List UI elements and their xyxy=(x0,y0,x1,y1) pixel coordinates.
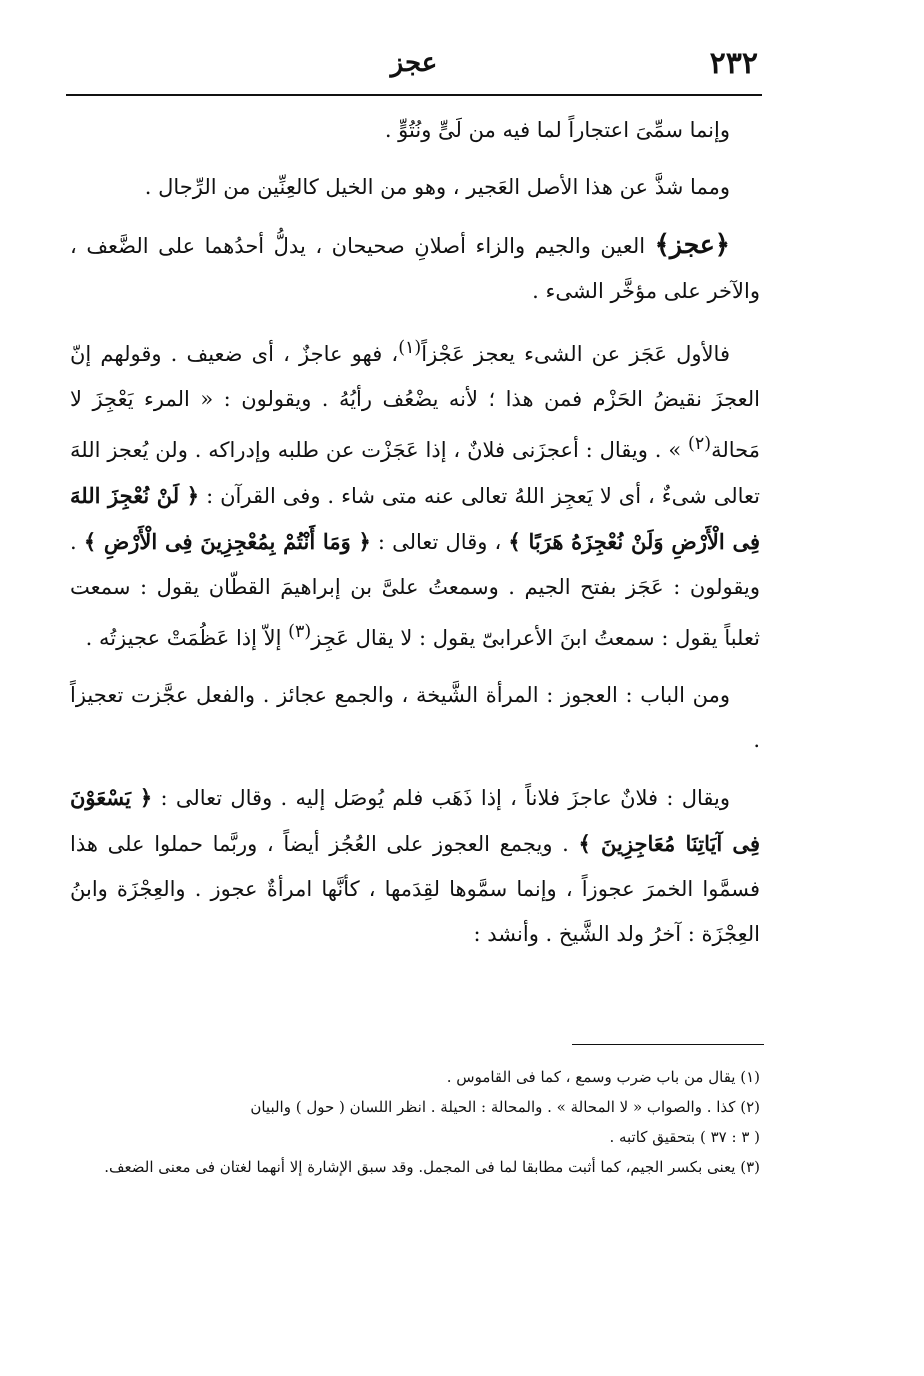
paragraph-text: إلاّ إذا عَظُمَتْ عجيزتُه . xyxy=(85,626,282,650)
paragraph-text: ، وقال تعالى : xyxy=(377,530,502,554)
page-number: ٢٣٢ xyxy=(709,46,758,81)
paragraph-text: . ويجمع العجوز على العُجُز أيضاً ، وربَّما حملوا على هذا فسمَّوا الخمرَ عجوزاً ، وإنما سمَّوها لقِدَمها ، كأنَّها امرأةٌ عجوز . والعِجْزَة وابنُ العِجْزَة : آخرُ ولد الشَّيخ . وأنشد : xyxy=(70,832,760,946)
footnote: (٢) كذا . والصواب « لا المحالة » . والمحالة : الحيلة . انظر اللسان ( حول ) والبيان xyxy=(250,1098,760,1116)
entry-definition: العين والجيم والزاء أصلانِ صحيحان ، يدلُّ أحدُهما على الضَّعف ، والآخر على مؤخَّر الشىء . xyxy=(70,234,760,303)
footnote-divider xyxy=(572,1044,764,1045)
paragraph xyxy=(70,673,760,763)
quran-verse: ﴿ وَمَا أَنْتُمْ بِمُعْجِزِينَ فِى الْأَرْضِ ﴾ xyxy=(83,529,371,554)
headword-open-bracket: ﴿ xyxy=(714,230,730,260)
paragraph xyxy=(70,775,760,957)
paragraph-text: ويقال : فلانٌ عاجزَ فلاناً ، إذا ذَهَب فلم يُوصَل إليه . وقال تعالى : xyxy=(160,786,730,810)
footnote: (٣) يعنى بكسر الجيم، كما أثبت مطابقا لما فى المجمل. وقد سبق الإشارة إلا أنهما لغتان فى معنى الضعف. xyxy=(104,1158,760,1176)
headword-close-bracket: ﴾ xyxy=(654,230,670,260)
paragraph-text: ومن الباب : العجوز : المرأة الشَّيخة ، والجمع عجائز . والفعل عجَّزت تعجيزاً . xyxy=(70,683,760,752)
paragraph-text: وإنما سمِّىَ اعتجاراً لما فيه من لَىٍّ ونُتُوٍّ . xyxy=(384,118,730,142)
quran-verse: ﴿ يَسْعَوْنَ فِى آيَاتِنَا مُعَاجِزِينَ ﴾ xyxy=(70,785,760,856)
footnote: (١) يقال من باب ضرب وسمع ، كما فى القاموس . xyxy=(446,1068,760,1086)
paragraph xyxy=(70,108,760,153)
paragraph-text: فالأول عَجَز عن الشىء يعجز عَجْزاً xyxy=(421,342,730,366)
footnote-marker: (٣) xyxy=(288,622,312,642)
body-text xyxy=(70,108,760,969)
paragraph-text: . ويقولون : عَجَز بفتح الجيم . وسمعتُ علىَّ بن إبراهيمَ القطّان يقول : سمعت ثعلباً يقول : سمعتُ ابنَ الأعرابىّ يقول : لا يقال عَجِز xyxy=(70,530,760,650)
paragraph-text: ومما شذَّ عن هذا الأصل العَجير ، وهو من الخيل كالعِنِّين من الرِّجال . xyxy=(144,175,730,199)
paragraph xyxy=(70,326,760,661)
page-header xyxy=(66,40,762,96)
paragraph xyxy=(70,165,760,210)
footnote-continuation: ( ٣ : ٣٧ ) بتحقيق كاتبه . xyxy=(609,1128,760,1146)
entry-paragraph xyxy=(70,222,760,314)
paragraph-text: ، فهو عاجزٌ ، أى ضعيف . وقولهم إنّ العجزَ نقيضُ الحَزْم فمن هذا ؛ لأنه يضْعُف رأيُهُ . ويقولون : « المرء يَعْجِزَ لا مَحالة xyxy=(70,342,760,462)
headword: عجز xyxy=(669,230,715,259)
footnotes xyxy=(70,1062,760,1182)
running-head: عجز xyxy=(390,48,438,78)
footnote-marker: (١) xyxy=(398,338,422,358)
quran-verse: ﴿ لَنْ نُعْجِزَ اللهَ فِى الْأَرْضِ وَلَنْ نُعْجِزَهُ هَرَبًا ﴾ xyxy=(70,483,760,554)
paragraph-text: » . ويقال : أعجزَنى فلانٌ ، إذا عَجَزْت عن طلبه وإدراكه . ولن يُعجز اللهَ تعالى شىءٌ ، أى لا يَعجِز اللهُ تعالى عنه متى شاء . وفى القرآن : xyxy=(70,438,760,508)
footnote-marker: (٢) xyxy=(688,434,712,454)
